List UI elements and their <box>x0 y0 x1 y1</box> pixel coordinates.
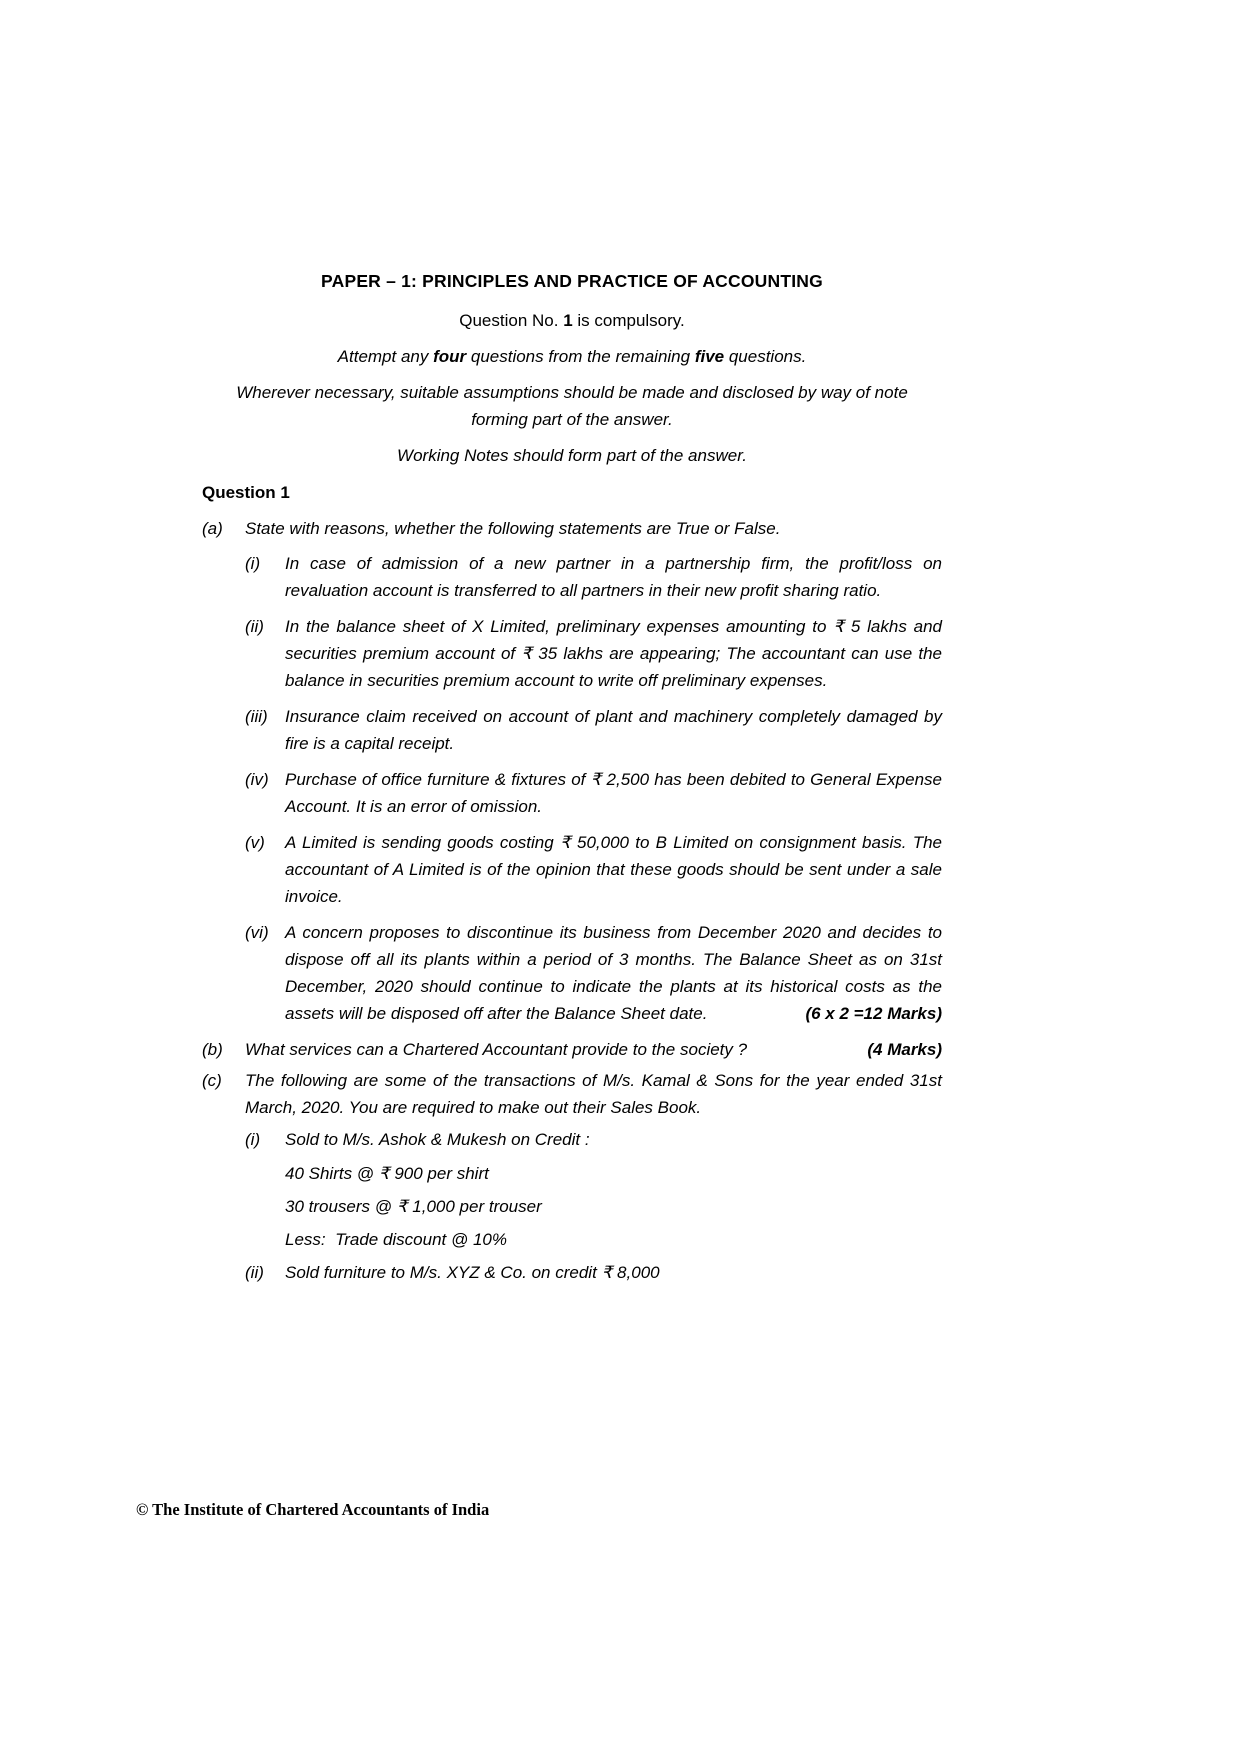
question-1-part-a <box>202 515 942 542</box>
sale-line-shirts: 40 Shirts @ ₹ 900 per shirt <box>285 1164 489 1183</box>
question-1-part-b <box>202 1036 942 1063</box>
statement-item-vi <box>245 919 942 1027</box>
statement-item-v <box>245 829 942 910</box>
part-a-items <box>245 550 942 1036</box>
part-c-items-wrapper <box>202 1126 942 1295</box>
part-b-text: What services can a Chartered Accountant provide to the society ? <box>245 1040 748 1059</box>
attempt-note-mid: questions from the remaining <box>466 347 695 366</box>
statement-item-vi-text <box>285 919 942 1027</box>
part-b-body <box>245 1036 942 1063</box>
part-b-marks: (4 Marks) <box>867 1040 942 1059</box>
assumptions-note-line2: forming part of the answer. <box>471 410 673 429</box>
statement-item-iii <box>245 703 942 757</box>
compulsory-note <box>202 307 942 334</box>
statement-item-ii-text: In the balance sheet of X Limited, preliminary expenses amounting to ₹ 5 lakhs and securities premium account of ₹ 35 lakhs are appearing; The accountant can use the balance in securities premium account to write off preliminary expenses. <box>285 617 942 690</box>
part-a-marks: (6 x 2 =12 Marks) <box>805 1004 942 1023</box>
attempt-note-pre: Attempt any <box>337 347 434 366</box>
paper-title: PAPER – 1: PRINCIPLES AND PRACTICE OF ACCOUNTING <box>321 271 823 291</box>
copyright-footer: © The Institute of Chartered Accountants of India <box>136 1500 490 1519</box>
attempt-note <box>202 343 942 370</box>
statement-item-iv <box>245 766 942 820</box>
working-notes-note: Working Notes should form part of the answer. <box>397 446 747 465</box>
statement-item-i <box>245 550 942 604</box>
statement-item-vi-label: (vi) <box>245 923 269 942</box>
statement-item-ii-label: (ii) <box>245 617 264 636</box>
question-1-heading: Question 1 <box>202 483 290 502</box>
part-b-label: (b) <box>202 1040 223 1059</box>
part-a-label: (a) <box>202 519 223 538</box>
statement-item-iii-text: Insurance claim received on account of plant and machinery completely damaged by fire is a capital receipt. <box>285 707 942 753</box>
part-c-intro: The following are some of the transactions of M/s. Kamal & Sons for the year ended 31st March, 2020. You are required to make out their Sales Book. <box>245 1071 942 1117</box>
transaction-item-i-label: (i) <box>245 1130 261 1149</box>
attempt-note-five: five <box>694 347 725 366</box>
transaction-item-i-details <box>245 1160 942 1259</box>
exam-paper-content <box>202 268 942 1295</box>
assumptions-note-line1: Wherever necessary, suitable assumptions should be made and disclosed by way of note <box>236 383 908 402</box>
compulsory-note-post: is compulsory. <box>572 311 685 330</box>
attempt-note-four: four <box>433 347 467 366</box>
compulsory-note-number: 1 <box>563 311 573 330</box>
statement-item-v-text: A Limited is sending goods costing ₹ 50,000 to B Limited on consignment basis. The accountant of A Limited is of the opinion that these goods should be sent under a sale invoice. <box>285 833 942 906</box>
part-c-items <box>245 1126 942 1295</box>
statement-item-iv-label: (iv) <box>245 770 269 789</box>
question-1-part-c <box>202 1067 942 1121</box>
transaction-item-ii-text: Sold furniture to M/s. XYZ & Co. on credit ₹ 8,000 <box>285 1263 660 1282</box>
statement-item-vi-body: A concern proposes to discontinue its business from December 2020 and decides to dispose off all its plants within a period of 3 months. The Balance Sheet as on 31st December, 2020 should continue to indicate the plants at its historical costs as the assets will be disposed off after the Balance Sheet date. <box>285 923 942 1023</box>
sale-line-discount: Less: Trade discount @ 10% <box>285 1230 507 1249</box>
part-a-intro: State with reasons, whether the following statements are True or False. <box>245 519 781 538</box>
part-c-label: (c) <box>202 1071 222 1090</box>
attempt-note-post: questions. <box>724 347 807 366</box>
transaction-item-i <box>245 1126 942 1153</box>
sale-line-trousers: 30 trousers @ ₹ 1,000 per trouser <box>285 1197 542 1216</box>
statement-item-iv-text: Purchase of office furniture & fixtures of ₹ 2,500 has been debited to General Expense Account. It is an error of omission. <box>285 770 942 816</box>
statement-item-i-text: In case of admission of a new partner in a partnership firm, the profit/loss on revaluation account is transferred to all partners in their new profit sharing ratio. <box>285 554 942 600</box>
part-a-items-wrapper <box>202 550 942 1036</box>
statement-item-v-label: (v) <box>245 833 265 852</box>
transaction-item-i-text: Sold to M/s. Ashok & Mukesh on Credit : <box>285 1130 590 1149</box>
transaction-item-ii-label: (ii) <box>245 1263 264 1282</box>
transaction-item-ii <box>245 1259 942 1286</box>
compulsory-note-pre: Question No. <box>459 311 564 330</box>
statement-item-ii <box>245 613 942 694</box>
statement-item-iii-label: (iii) <box>245 707 268 726</box>
transaction-item-i-detail-lines <box>285 1160 942 1259</box>
statement-item-i-label: (i) <box>245 554 261 573</box>
